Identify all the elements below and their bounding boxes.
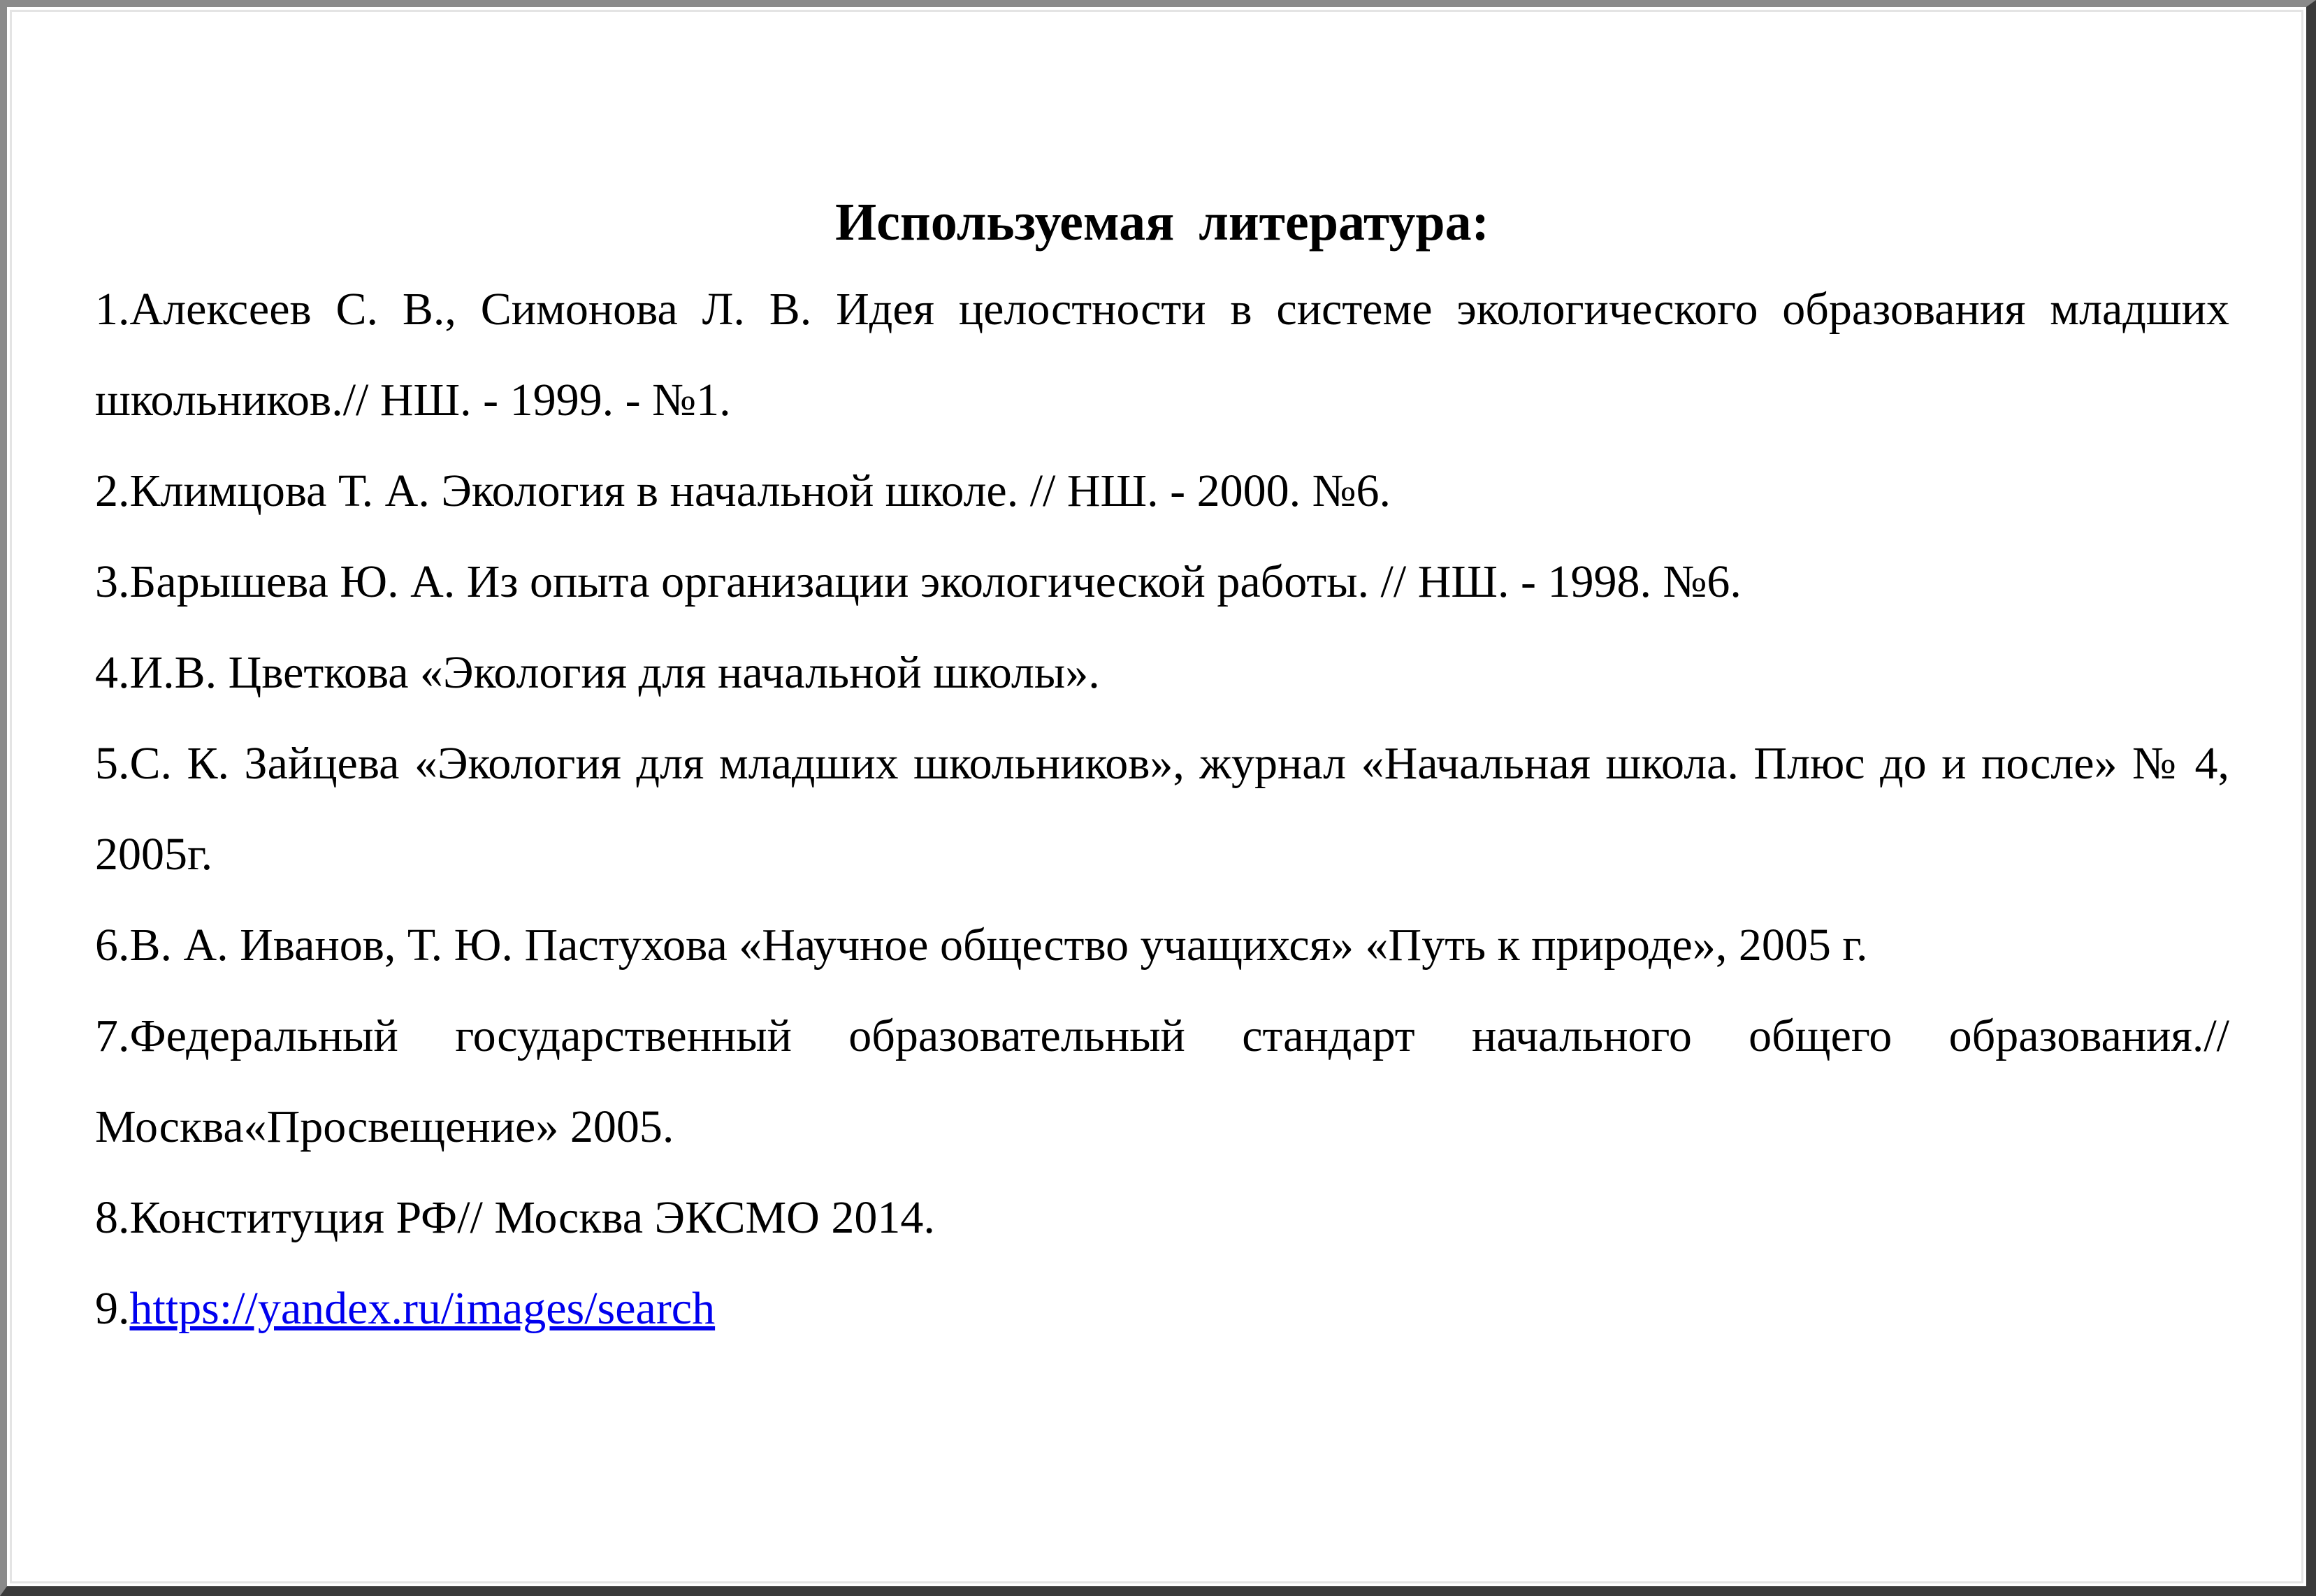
- reference-item-3: [95, 537, 2229, 627]
- reference-list: [95, 264, 2229, 1354]
- reference-text: Барышева Ю. А. Из опыта организации экологической работы. // НШ. - 1998. №6.: [129, 556, 1742, 607]
- reference-number: 4.: [95, 647, 130, 698]
- reference-text: С. К. Зайцева «Экология для младших школьников», журнал «Начальная школа. Плюс до и после» № 4, 2005г.: [95, 738, 2229, 880]
- reference-number: 9.: [95, 1283, 130, 1334]
- reference-number: 1.: [95, 284, 130, 335]
- reference-number: 5.: [95, 738, 130, 789]
- reference-item-8: [95, 1173, 2229, 1263]
- reference-item-4: [95, 627, 2229, 718]
- reference-text: В. А. Иванов, Т. Ю. Пастухова «Научное общество учащихся» «Путь к природе», 2005 г.: [129, 920, 1868, 971]
- reference-text: Конституция РФ// Москва ЭКСМО 2014.: [129, 1192, 935, 1243]
- reference-item-5: [95, 718, 2229, 900]
- page-title: Используемая литература:: [835, 193, 1489, 252]
- reference-item-1: [95, 264, 2229, 446]
- document-content: [95, 180, 2229, 1354]
- reference-number: 7.: [95, 1010, 130, 1061]
- reference-text: И.В. Цветкова «Экология для начальной школы».: [129, 647, 1100, 698]
- reference-number: 3.: [95, 556, 130, 607]
- reference-item-7: [95, 991, 2229, 1173]
- reference-item-9: [95, 1263, 2229, 1354]
- reference-number: 2.: [95, 465, 130, 516]
- reference-text: Алексеев С. В., Симонова Л. В. Идея целостности в системе экологического образования младших школьников.// НШ. - 1999. - №1.: [95, 284, 2229, 426]
- reference-number: 8.: [95, 1192, 130, 1243]
- reference-text: Климцова Т. А. Экология в начальной школе. // НШ. - 2000. №6.: [129, 465, 1391, 516]
- reference-item-2: [95, 446, 2229, 537]
- yandex-search-link[interactable]: https://yandex.ru/images/search: [129, 1283, 716, 1334]
- reference-item-6: [95, 900, 2229, 991]
- reference-number: 6.: [95, 920, 130, 971]
- reference-text: Федеральный государственный образовательный стандарт начального общего образования.// Москва«Просвещение» 2005.: [95, 1010, 2229, 1152]
